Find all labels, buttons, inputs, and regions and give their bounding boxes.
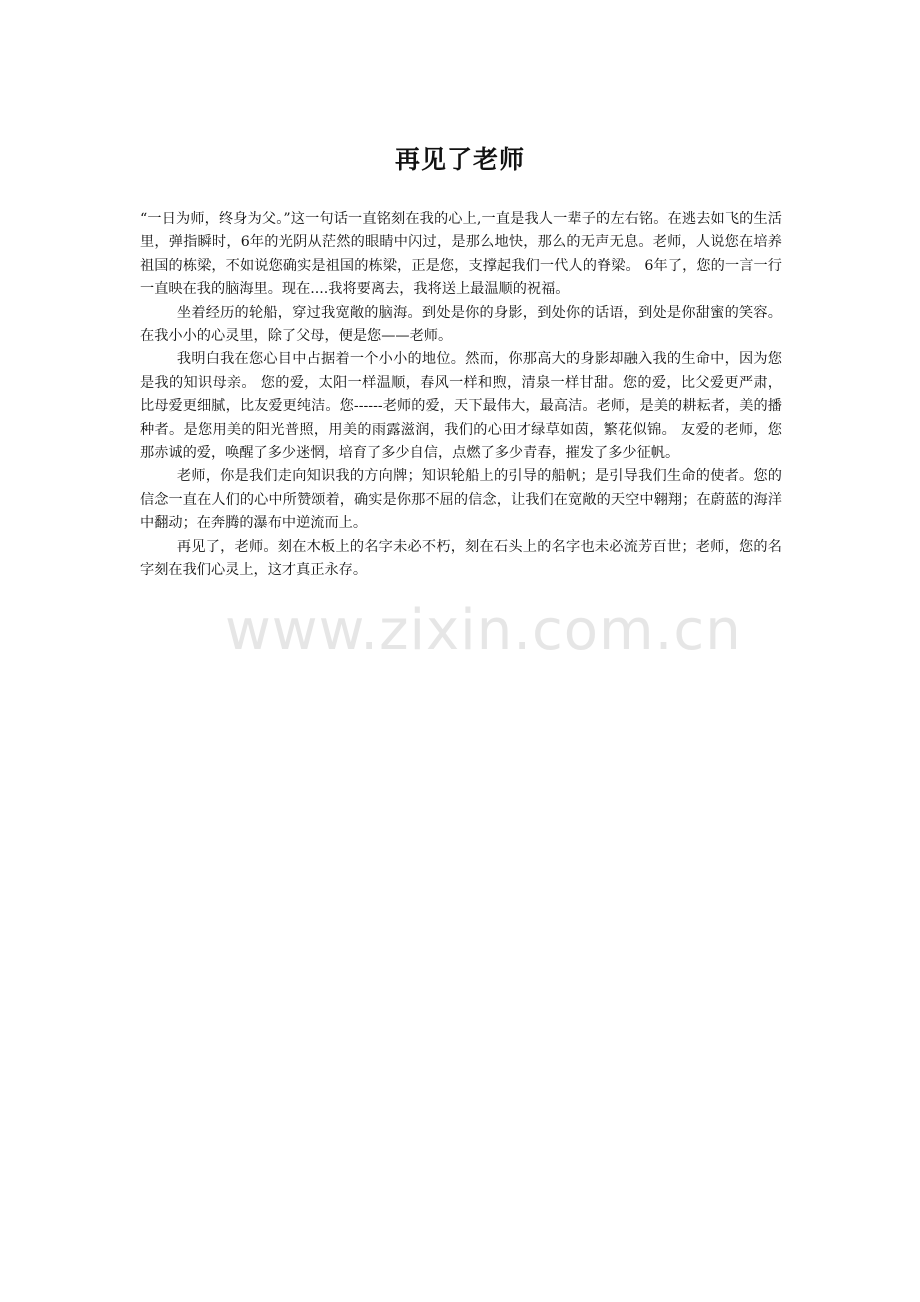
watermark: www.zixin.com.cn <box>225 598 742 663</box>
document-title: 再见了老师 <box>394 145 525 174</box>
paragraph-2: 坐着经历的轮船，穿过我宽敞的脑海。到处是你的身影，到处你的话语，到处是你甜蜜的笑容。在我小小的心灵里，除了父母，便是您——老师。 <box>140 304 782 345</box>
paragraph-5: 再见了，老师。刻在木板上的名字未必不朽，刻在石头上的名字也未必流芳百世；老师，您的名字刻在我们心灵上，这才真正永存。 <box>140 538 782 579</box>
document-body <box>140 208 782 583</box>
paragraph-3: 我明白我在您心目中占据着一个小小的地位。然而，你那高大的身影却融入我的生命中，因为您是我的知识母亲。 您的爱，太阳一样温顺，春风一样和煦，清泉一样甘甜。您的爱，比父爱更严肃，比母爱更细腻，比友爱更纯洁。您------老师的爱，天下最伟大，最高洁。老师，是美的耕耘者，美的播种者。是您用美的阳光普照，用美的雨露滋润，我们的心田才绿草如茵，繁花似锦。 友爱的老师，您那赤诚的爱，唤醒了多少迷惘，培育了多少自信，点燃了多少青春，摧发了多少征帆。 <box>140 351 782 462</box>
paragraph-4: 老师，你是我们走向知识我的方向牌；知识轮船上的引导的船帆；是引导我们生命的使者。您的信念一直在人们的心中所赞颂着，确实是你那不屈的信念，让我们在宽敞的天空中翱翔；在蔚蓝的海洋中翻动；在奔腾的瀑布中逆流而上。 <box>140 468 782 532</box>
paragraph-1: “一日为师，终身为父。”这一句话一直铭刻在我的心上,一直是我人一辈子的左右铭。在逃去如飞的生活里，弹指瞬时，6年的光阴从茫然的眼睛中闪过，是那么地快，那么的无声无息。老师，人说您在培养祖国的栋梁，不如说您确实是祖国的栋梁，正是您，支撑起我们一代人的脊梁。 6年了，您的一言一行一直映在我的脑海里。现在....我将要离去，我将送上最温顺的祝福。 <box>140 211 782 298</box>
